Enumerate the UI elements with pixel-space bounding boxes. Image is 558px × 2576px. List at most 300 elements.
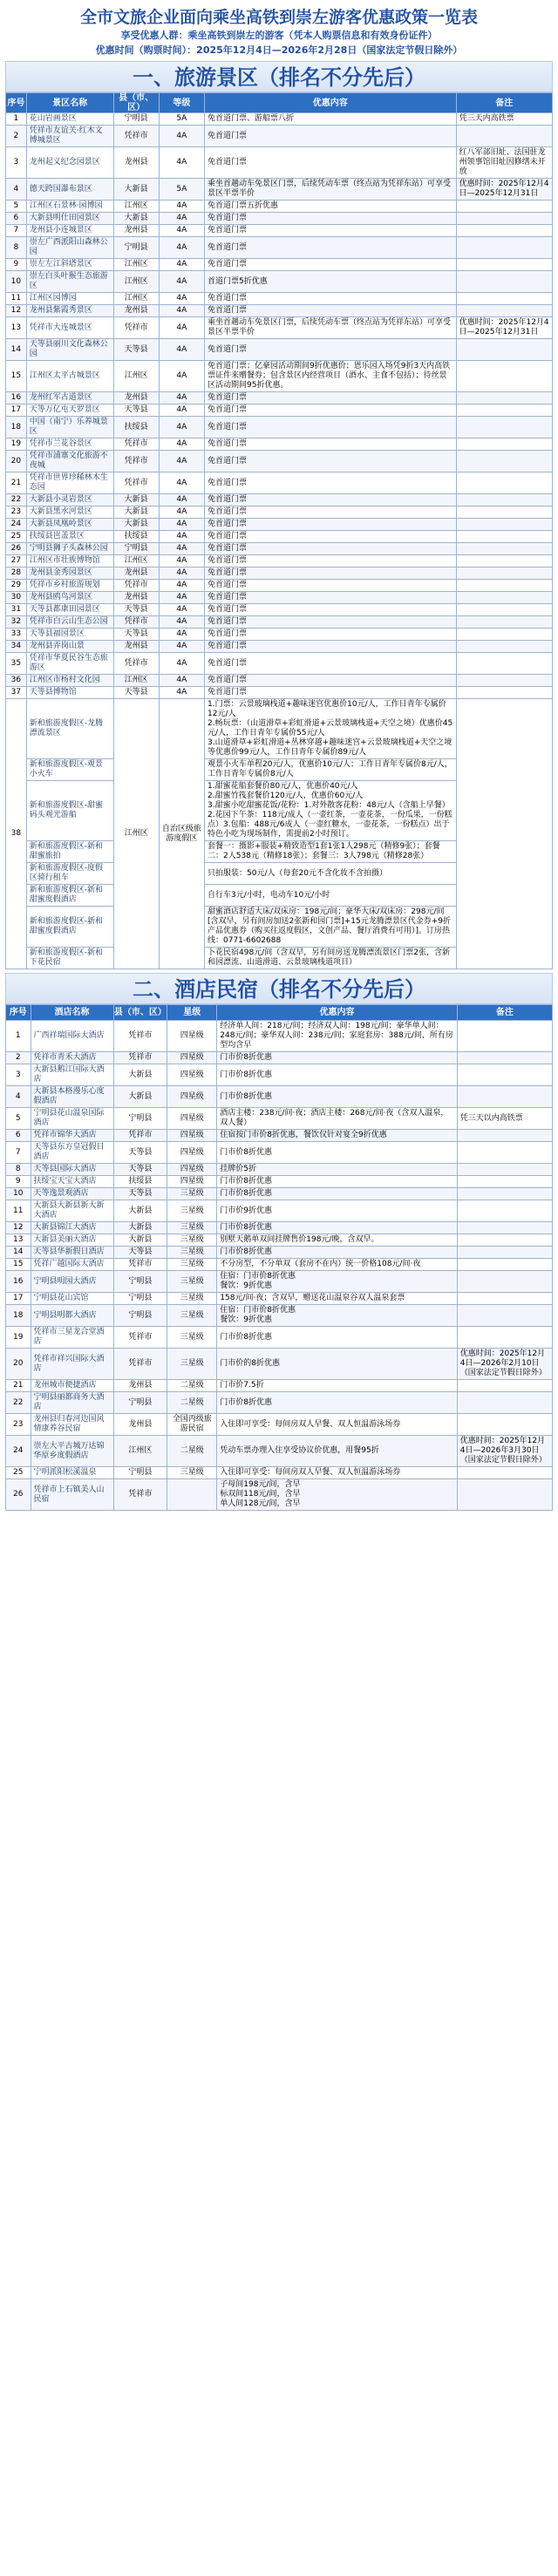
- table-row: [6, 580, 553, 592]
- scenic-section-title: 一、旅游景区（排名不分先后）: [5, 61, 553, 92]
- row-city: 江州区: [113, 1436, 167, 1467]
- row-number: 33: [6, 629, 27, 641]
- row-offer: 免首道门票: [205, 472, 457, 494]
- row-level: 三星级: [167, 1222, 217, 1234]
- row-level: 4A: [159, 317, 204, 339]
- row-offer: 别墅天鹅单双间挂牌售价198元/晚，含双早。: [217, 1234, 458, 1247]
- row-offer: 住宿：门市价8折优惠 餐饮：9折优惠: [217, 1305, 458, 1327]
- row-level: 三星级: [167, 1327, 217, 1349]
- table-row: [6, 417, 553, 438]
- table-row: [6, 1234, 553, 1247]
- row-name: 天等县博物馆: [26, 687, 113, 699]
- row-number: 23: [6, 506, 27, 519]
- row-offer: 免首道门票: [205, 616, 457, 629]
- row-note: [456, 568, 552, 580]
- scenic-header-row: [6, 93, 553, 113]
- row-offer: 门市价的8折优惠: [217, 1349, 458, 1380]
- row-city: 天等县: [113, 629, 159, 641]
- row-offer: 1.甜蜜花船套餐价80元/人，优惠价40元/人 2.甜蜜竹筏套餐价120元/人，优惠价60元/人 3.甜蜜小吃甜蜜花饭/花粉：1.对外散客花粉：48元/人（含船上早餐）2.花园下午茶：118元/成人（一壶红茶，一壶花茶，一份瓜果，一份糕点）3.包船：488元/6成人（一壶红糖水，一壶花茶，一份糕点）出于特色小吃为现场制作，需提前2小时预订。: [205, 781, 457, 841]
- row-name: 新和旅游度假区-新和甜蜜度假酒店: [26, 907, 113, 948]
- table-row: [6, 237, 553, 259]
- table-row: [6, 1392, 553, 1414]
- row-name: 大新县美丽大酒店: [31, 1234, 113, 1247]
- row-city: 宁明县: [113, 1108, 167, 1130]
- row-offer: 免首道门票: [205, 519, 457, 531]
- row-offer: 免首道门票: [205, 237, 457, 259]
- row-name: 新和旅游度假区-新和下花民宿: [26, 948, 113, 969]
- row-name: 崇左广西派阳山森林公园: [26, 237, 113, 259]
- row-city: 天等县: [113, 1142, 167, 1164]
- table-row: [6, 1142, 553, 1164]
- row-offer: 免首道门票: [205, 604, 457, 616]
- row-note: [456, 293, 552, 305]
- row-name: 新和旅游度假区-新和甜蜜度假酒店: [26, 885, 113, 907]
- row-offer: 免首道门票: [205, 417, 457, 438]
- row-city: 凭祥市: [113, 451, 159, 472]
- table-row: [6, 1293, 553, 1305]
- hotel-table: [5, 1004, 553, 1511]
- row-name: 宁明县丽都商务大酒店: [31, 1392, 113, 1414]
- row-level: 4A: [159, 147, 204, 179]
- table-row: [6, 1200, 553, 1222]
- row-name: 崇左白头叶猴生态旅游区: [26, 271, 113, 293]
- row-name: 天等万亿屯天罗景区: [26, 404, 113, 417]
- table-row: [6, 1108, 553, 1130]
- row-name: 江州区市杨村文化园: [26, 675, 113, 687]
- row-number: 8: [6, 237, 27, 259]
- row-city: 大新县: [113, 506, 159, 519]
- row-number: 32: [6, 616, 27, 629]
- row-offer: 门市价8折优惠: [217, 1188, 458, 1200]
- row-number: 18: [6, 417, 27, 438]
- row-level: 4A: [159, 580, 204, 592]
- row-city: 凭祥市: [113, 1479, 167, 1511]
- row-number: 16: [6, 1271, 31, 1293]
- table-row: [6, 653, 553, 675]
- row-number: 17: [6, 1293, 31, 1305]
- table-row: [6, 271, 553, 293]
- row-city: 龙州县: [113, 147, 159, 179]
- row-level: 四星级: [167, 1176, 217, 1188]
- row-city: 扶绥县: [113, 1176, 167, 1188]
- row-level: 4A: [159, 451, 204, 472]
- row-offer: 门市价8折优惠: [217, 1064, 458, 1086]
- row-name: 江州区石景林·园博园: [26, 201, 113, 213]
- row-offer: 免首道门票: [205, 305, 457, 317]
- row-name: 德天跨国瀑布景区: [26, 179, 113, 201]
- row-city: 大新县: [113, 179, 159, 201]
- row-offer: 免首道门票: [205, 293, 457, 305]
- row-city: 凭祥市: [113, 1349, 167, 1380]
- row-number: 4: [6, 179, 27, 201]
- row-offer: 免首道门票: [205, 675, 457, 687]
- col-header-note: 备注: [457, 1005, 552, 1021]
- row-city: 大新县: [113, 1200, 167, 1222]
- row-number: 17: [6, 404, 27, 417]
- row-offer: 免首道门票: [205, 506, 457, 519]
- row-number: 5: [6, 201, 27, 213]
- row-number: 21: [6, 1380, 31, 1392]
- table-row: [6, 1271, 553, 1293]
- row-level: 4A: [159, 604, 204, 616]
- row-offer: 门市价7.5折: [217, 1380, 458, 1392]
- row-note: [456, 361, 552, 392]
- scenic-table: [5, 92, 553, 969]
- table-row: [6, 126, 553, 147]
- row-name: 宁明县狮子头森林公园: [26, 543, 113, 555]
- row-name: 新和旅游度假区-龙腾漂流景区: [26, 699, 113, 759]
- row-level: 四星级: [167, 1064, 217, 1086]
- row-name: 龙州起义纪念园景区: [26, 147, 113, 179]
- row-name: 大新县黑水河景区: [26, 506, 113, 519]
- row-number: 1: [6, 113, 27, 126]
- row-city: 龙州县: [113, 305, 159, 317]
- row-number: 10: [6, 271, 27, 293]
- row-name: 凭祥市锦华大酒店: [31, 1130, 113, 1142]
- row-number: 11: [6, 1200, 31, 1222]
- row-note: [456, 271, 552, 293]
- row-level: 4A: [159, 404, 204, 417]
- row-city: 龙州县: [113, 392, 159, 404]
- row-note: [457, 1414, 552, 1436]
- row-level: 4A: [159, 417, 204, 438]
- row-offer: 门市价8折优惠: [217, 1392, 458, 1414]
- row-note: 优惠时间：2025年12月4日—2026年2月10日（国家法定节假日除外）: [457, 1349, 552, 1380]
- row-city: 天等县: [113, 604, 159, 616]
- row-name: 大新县锦江大酒店: [31, 1222, 113, 1234]
- row-level: 4A: [159, 543, 204, 555]
- row-note: [457, 1200, 552, 1222]
- col-header-no: 序号: [6, 93, 27, 113]
- row-name: 宁明派阳松溪温泉: [31, 1467, 113, 1479]
- col-header-no: 序号: [6, 1005, 31, 1021]
- row-note: [457, 1052, 552, 1064]
- row-number: 26: [6, 1479, 31, 1511]
- row-city: 扶绥县: [113, 417, 159, 438]
- row-level: 4A: [159, 555, 204, 568]
- row-offer: 免首道门票: [205, 438, 457, 451]
- row-name: 天等县丽川文化森林公园: [26, 339, 113, 361]
- row-level: 四星级: [167, 1164, 217, 1176]
- row-offer: 凭动车票办理入住享受协议价优惠，用餐95折: [217, 1436, 458, 1467]
- table-row: [6, 259, 553, 271]
- row-name: 龙州县弄岗山景: [26, 641, 113, 653]
- row-number: 9: [6, 259, 27, 271]
- row-level: 4A: [159, 339, 204, 361]
- row-level: 四星级: [167, 1052, 217, 1064]
- row-name: 凭祥市华夏民谷生态旅游区: [26, 653, 113, 675]
- row-offer: 免首道门票: [205, 687, 457, 699]
- row-number: 20: [6, 1349, 31, 1380]
- table-row: [6, 1164, 553, 1176]
- row-name: 凭祥市乡村旅游规划: [26, 580, 113, 592]
- col-header-level: 星级: [167, 1005, 217, 1021]
- table-row: [6, 519, 553, 531]
- row-name: 天等逸景观酒店: [31, 1188, 113, 1200]
- row-level: 自治区级旅游度假区: [159, 699, 204, 969]
- table-row: [6, 1467, 553, 1479]
- row-offer: 1.门票：云景玻璃栈道+趣味迷宫优惠价10元/人，工作日青年专属价12元/人 2.畅玩票：（山道滑草+彩虹滑道+云景玻璃栈道+天空之境）优惠价45元/人，工作日青年专属价55元/人 3.山道滑草+彩虹滑道+丛林穿越+趣味迷宫+云景玻璃栈道+天空之境等优惠价99元/人，工作日青年专属价89元/人: [205, 699, 457, 759]
- row-level: 4A: [159, 271, 204, 293]
- row-name: 凭祥市兰花谷景区: [26, 438, 113, 451]
- row-city: 天等县: [113, 1164, 167, 1176]
- row-name: 天等县华新假日酒店: [31, 1247, 113, 1259]
- table-row: [6, 472, 553, 494]
- row-note: [456, 580, 552, 592]
- col-header-name: 景区名称: [26, 93, 113, 113]
- row-offer: 不分房型，不分单双（套房不在内）统一价格108元/间·夜: [217, 1259, 458, 1271]
- row-city: 扶绥县: [113, 531, 159, 543]
- row-offer: 观景小火车单程20元/人，优惠价10元/人；工作日青年专属价8元/人，工作日青年专属价8元/人: [205, 759, 457, 781]
- row-city: 天等县: [113, 687, 159, 699]
- row-offer: 158元/间·夜；含双早，赠送花山温泉谷双人温泉套票: [217, 1293, 458, 1305]
- table-row: [6, 179, 553, 201]
- row-name: 凭祥广越国际大酒店: [31, 1259, 113, 1271]
- row-city: 宁明县: [113, 1305, 167, 1327]
- row-note: [457, 1293, 552, 1305]
- row-level: 4A: [159, 126, 204, 147]
- row-name: 天等县福园景区: [26, 629, 113, 641]
- row-offer: 免首道门票: [205, 641, 457, 653]
- row-city: 凭祥市: [113, 1259, 167, 1271]
- row-level: 4A: [159, 494, 204, 506]
- row-city: 江州区: [113, 201, 159, 213]
- row-level: 4A: [159, 305, 204, 317]
- row-note: 优惠时间：2025年12月4日—2025年12月31日: [456, 317, 552, 339]
- row-name: 江州区园博园: [26, 293, 113, 305]
- row-note: [456, 438, 552, 451]
- row-city: 龙州县: [113, 641, 159, 653]
- row-level: 5A: [159, 179, 204, 201]
- row-number: 13: [6, 1234, 31, 1247]
- table-row: [6, 1414, 553, 1436]
- row-level: 全国丙级旅游民宿: [167, 1414, 217, 1436]
- row-name: 大新县凤凰岭景区: [26, 519, 113, 531]
- row-note: [456, 641, 552, 653]
- row-name: 龙州红军古道景区: [26, 392, 113, 404]
- row-note: [456, 494, 552, 506]
- table-row: [6, 1380, 553, 1392]
- table-row: [6, 147, 553, 179]
- row-city: 大新县: [113, 1086, 167, 1108]
- row-note: [456, 604, 552, 616]
- table-row: [6, 1247, 553, 1259]
- row-offer: 免首道门票: [205, 629, 457, 641]
- row-city: 凭祥市: [113, 317, 159, 339]
- row-offer: 免首道门票: [205, 531, 457, 543]
- row-offer: 子母间198元/间，含早 标双间118元/间，含早 单人间128元/间，含早: [217, 1479, 458, 1511]
- row-note: [456, 404, 552, 417]
- row-name: 新和旅游度假区-甜蜜码头观光游船: [26, 781, 113, 841]
- row-offer: 门市价8折优惠: [217, 1327, 458, 1349]
- row-city: 凭祥市: [113, 1021, 167, 1052]
- row-name: 新和旅游度假区-新和甜蜜旅拍: [26, 841, 113, 863]
- row-note: [457, 1305, 552, 1327]
- row-note: [457, 1164, 552, 1176]
- row-city: 天等县: [113, 1247, 167, 1259]
- row-city: 凭祥市: [113, 653, 159, 675]
- row-offer: 免首道门票: [205, 126, 457, 147]
- hotel-header-row: [6, 1005, 553, 1021]
- row-level: 4A: [159, 687, 204, 699]
- row-name: 宁明县花山温泉国际酒店: [31, 1108, 113, 1130]
- row-level: 4A: [159, 213, 204, 225]
- row-offer: 免首道门票五折优惠: [205, 201, 457, 213]
- row-city: 龙州县: [113, 225, 159, 237]
- row-city: 宁明县: [113, 543, 159, 555]
- row-offer: 免首道门票: [205, 580, 457, 592]
- row-level: 4A: [159, 392, 204, 404]
- row-level: 三星级: [167, 1271, 217, 1293]
- row-name: 宁明县花山宾馆: [31, 1293, 113, 1305]
- row-city: 龙州县: [113, 1414, 167, 1436]
- row-offer: 免首道门票: [205, 213, 457, 225]
- row-city: 江州区: [113, 259, 159, 271]
- row-number: 18: [6, 1305, 31, 1327]
- row-name: 新和旅游度假区-度假区骑行租车: [26, 863, 113, 885]
- row-note: [456, 699, 552, 969]
- row-number: 29: [6, 580, 27, 592]
- row-number: 6: [6, 1130, 31, 1142]
- row-number: 5: [6, 1108, 31, 1130]
- row-number: 13: [6, 317, 27, 339]
- row-name: 花山岩画景区: [26, 113, 113, 126]
- row-level: 4A: [159, 519, 204, 531]
- row-number: 28: [6, 568, 27, 580]
- row-note: [456, 339, 552, 361]
- row-offer: 免首道门票: [205, 543, 457, 555]
- table-row: [6, 1052, 553, 1064]
- row-name: 宁明县明都大酒店: [31, 1305, 113, 1327]
- row-number: 15: [6, 361, 27, 392]
- row-city: 宁明县: [113, 1293, 167, 1305]
- row-name: 崇左左江斜塔景区: [26, 259, 113, 271]
- row-note: [457, 1234, 552, 1247]
- col-header-level: 等级: [159, 93, 204, 113]
- row-offer: 门市价8折优惠: [217, 1052, 458, 1064]
- row-name: 天等县国际大酒店: [31, 1164, 113, 1176]
- row-number: 37: [6, 687, 27, 699]
- row-name: 凭祥市祥兴国际大酒店: [31, 1349, 113, 1380]
- document-title: 全市文旅企业面向乘坐高铁到崇左游客优惠政策一览表: [79, 8, 478, 27]
- row-offer: 门市价8折优惠: [217, 1247, 458, 1259]
- row-offer: 免首道门票: [205, 147, 457, 179]
- row-offer: 免首道门票: [205, 555, 457, 568]
- row-note: [457, 1467, 552, 1479]
- row-offer: 门市价8折优惠: [217, 1142, 458, 1164]
- table-row: [6, 687, 553, 699]
- row-note: [456, 417, 552, 438]
- row-city: 天等县: [113, 339, 159, 361]
- row-city: 大新县: [113, 519, 159, 531]
- table-row: [6, 339, 553, 361]
- table-row: [6, 1064, 553, 1086]
- row-note: [456, 213, 552, 225]
- row-name: 天等县都康田园景区: [26, 604, 113, 616]
- table-row: [6, 1222, 553, 1234]
- row-city: 凭祥市: [113, 472, 159, 494]
- row-name: 龙州县归春河边国风情康养谷民宿: [31, 1414, 113, 1436]
- row-offer: 免首道门票: [205, 568, 457, 580]
- row-name: 凭祥市青禾大酒店: [31, 1052, 113, 1064]
- row-name: 宁明县明园大酒店: [31, 1271, 113, 1293]
- row-level: 4A: [159, 361, 204, 392]
- row-number: 30: [6, 592, 27, 604]
- row-note: [457, 1021, 552, 1052]
- row-note: [457, 1064, 552, 1086]
- row-number: 31: [6, 604, 27, 616]
- row-offer: 入住即可享受：每间房双人早餐、双人恒温游泳场券: [217, 1414, 458, 1436]
- row-name: 凭祥市上石镇美人山民宿: [31, 1479, 113, 1511]
- row-level: 4A: [159, 641, 204, 653]
- row-number: 36: [6, 675, 27, 687]
- row-number: 38: [6, 699, 27, 969]
- row-city: 江州区: [113, 271, 159, 293]
- row-note: [457, 1176, 552, 1188]
- table-row: [6, 1327, 553, 1349]
- table-row: [6, 213, 553, 225]
- row-note: [456, 543, 552, 555]
- row-note: [456, 616, 552, 629]
- row-city: 江州区: [113, 699, 159, 969]
- row-name: 大新县鹅江国际大酒店: [31, 1064, 113, 1086]
- row-name: 扶绥县岜盖景区: [26, 531, 113, 543]
- row-offer: 免首道门票: [205, 392, 457, 404]
- row-number: 21: [6, 472, 27, 494]
- row-level: 三星级: [167, 1467, 217, 1479]
- table-row: [6, 293, 553, 305]
- col-header-note: 备注: [456, 93, 552, 113]
- row-offer: 免首道门票: [205, 451, 457, 472]
- row-number: 23: [6, 1414, 31, 1436]
- row-level: 4A: [159, 293, 204, 305]
- row-city: 江州区: [113, 555, 159, 568]
- row-note: [456, 201, 552, 213]
- row-offer: 门市价8折优惠: [217, 1222, 458, 1234]
- row-note: [457, 1479, 552, 1511]
- row-note: [457, 1188, 552, 1200]
- row-name: 中国（南宁）乐养城景区: [26, 417, 113, 438]
- row-note: [456, 451, 552, 472]
- table-row: [6, 113, 553, 126]
- col-header-name: 酒店名称: [31, 1005, 113, 1021]
- row-number: 20: [6, 451, 27, 472]
- row-level: 三星级: [167, 1200, 217, 1222]
- table-row: [6, 568, 553, 580]
- row-number: 19: [6, 438, 27, 451]
- row-level: 5A: [159, 113, 204, 126]
- row-level: 四星级: [167, 1021, 217, 1052]
- row-offer: 挂牌价5折: [217, 1164, 458, 1176]
- row-note: [456, 531, 552, 543]
- row-number: 35: [6, 653, 27, 675]
- row-number: 2: [6, 1052, 31, 1064]
- row-name: 广西祥瑞国际大酒店: [31, 1021, 113, 1052]
- row-level: 4A: [159, 506, 204, 519]
- row-name: 凭祥市友谊关·红木文博城景区: [26, 126, 113, 147]
- row-level: 4A: [159, 225, 204, 237]
- row-level: 4A: [159, 653, 204, 675]
- row-note: 优惠时间：2025年12月4日—2026年3月30日（国家法定节假日除外）: [457, 1436, 552, 1467]
- table-row: [6, 1086, 553, 1108]
- row-name: 龙州县紫霞秀景区: [26, 305, 113, 317]
- row-city: 天等县: [113, 404, 159, 417]
- row-offer: 门市价8折优惠: [217, 1176, 458, 1188]
- row-note: [457, 1130, 552, 1142]
- table-row: [6, 604, 553, 616]
- col-header-city: 县（市、区）: [113, 1005, 167, 1021]
- row-note: [457, 1327, 552, 1349]
